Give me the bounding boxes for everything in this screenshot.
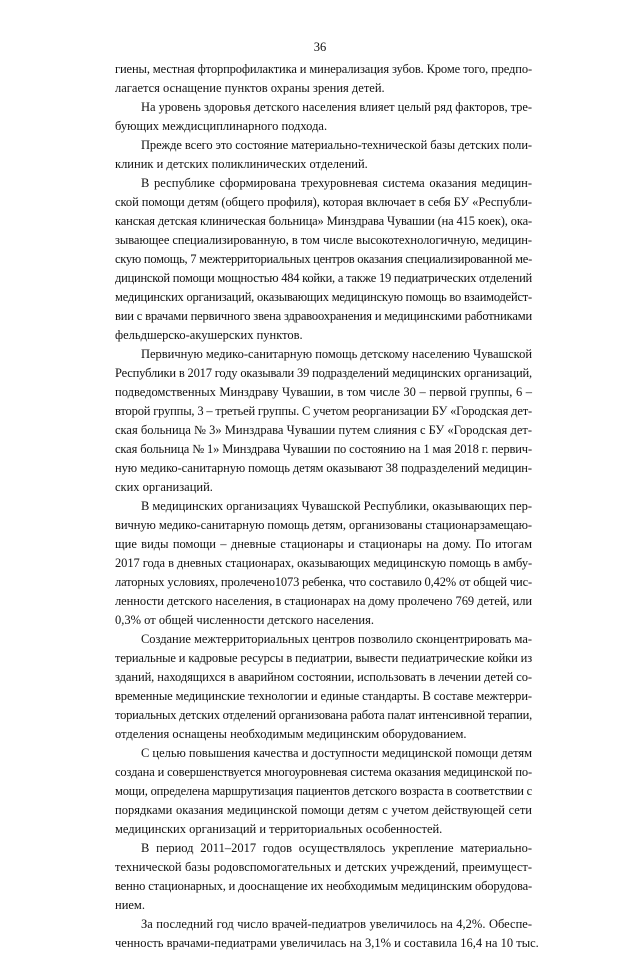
- paragraph: [115, 60, 532, 98]
- text-line: бующих междисциплинарного подхода.: [115, 119, 328, 133]
- text-line: В медицинских организациях Чувашской Республики, оказывающих пер-: [141, 499, 532, 513]
- text-line: скую помощь, 7 межтерриториальных центров оказания специализированной ме-: [115, 252, 532, 266]
- text-line: ская больница № 1» Минздрава Чувашии по состоянию на 1 мая 2018 г. первич-: [115, 442, 532, 456]
- text-line: клиник и детских поликлинических отделений.: [115, 157, 368, 171]
- text-line: мощи, определена маршрутизация пациентов детского возраста в соответствии с: [115, 784, 532, 798]
- document-body: [115, 60, 539, 953]
- text-line: порядками оказания медицинской помощи детям с учетом действующей сети: [115, 803, 532, 817]
- text-line: латорных условиях, пролечено1073 ребенка, что составило 0,42% от общей чис-: [115, 575, 533, 589]
- text-line: ториальных детских отделений организована работа палат интенсивной терапии,: [115, 708, 532, 722]
- paragraph: [115, 744, 532, 839]
- text-line: зывающее специализированную, в том числе высокотехнологичную, медицин-: [115, 233, 532, 247]
- text-line: За последний год число врачей-педиатров увеличилось на 4,2%. Обеспе-: [141, 917, 532, 931]
- text-line: лагается оснащение пунктов охраны зрения детей.: [115, 81, 385, 95]
- text-line: нием.: [115, 898, 145, 912]
- text-line: создана и совершенствуется многоуровневая система оказания медицинской по-: [115, 765, 532, 779]
- text-line: подведомственных Минздраву Чувашии, в том числе 30 – первой группы, 6 –: [115, 385, 532, 399]
- paragraph: [115, 98, 532, 136]
- text-line: зданий, находящихся в аварийном состоянии, использовать в лечении детей со-: [115, 670, 532, 684]
- text-line: вичную медико-санитарную помощь детям, организованы стационарзамещаю-: [115, 518, 532, 532]
- text-line: В период 2011–2017 годов осуществлялось укрепление материально-: [141, 841, 532, 855]
- text-line: медицинских организаций и территориальных особенностей.: [115, 822, 443, 836]
- text-line: Республики в 2017 году оказывали 39 подразделений медицинских организаций,: [115, 366, 532, 380]
- text-line: териальные и кадровые ресурсы в педиатрии, вывести педиатрические койки из: [115, 651, 532, 665]
- text-line: Первичную медико-санитарную помощь детскому населению Чувашской: [141, 347, 533, 361]
- text-line: медицинских организаций, оказывающих медицинскую помощь во взаимодейст-: [115, 290, 532, 304]
- page-number: 36: [313, 40, 327, 54]
- text-line: ную медико-санитарную помощь детям оказывают 38 подразделений медицин-: [115, 461, 532, 475]
- text-line: щие виды помощи – дневные стационары и стационары на дому. По итогам: [115, 537, 532, 551]
- text-line: отделения оснащены необходимым медицинским оборудованием.: [115, 727, 467, 741]
- text-line: канская детская клиническая больница» Минздрава Чувашии (на 415 коек), ока-: [115, 214, 532, 228]
- text-line: технической базы родовспомогательных и детских учреждений, преимущест-: [115, 860, 532, 874]
- text-line: ских организаций.: [115, 480, 213, 494]
- text-line: Создание межтерриториальных центров позволило сконцентрировать ма-: [141, 632, 532, 646]
- paragraph: [115, 345, 532, 497]
- text-line: ской помощи детям (общего профиля), которая включает в себя БУ «Республи-: [115, 195, 532, 209]
- paragraph: [115, 136, 532, 174]
- paragraph: [115, 497, 532, 630]
- text-line: Прежде всего это состояние материально-технической базы детских поли-: [141, 138, 532, 152]
- paragraph: [115, 915, 539, 953]
- text-line: ленности детского населения, в стационарах на дому пролечено 769 детей, или: [115, 594, 532, 608]
- text-line: ская больница № 3» Минздрава Чувашии путем слияния с БУ «Городская дет-: [115, 423, 532, 437]
- text-line: 0,3% от общей численности детского населения.: [115, 613, 374, 627]
- paragraph: [115, 630, 532, 744]
- text-line: 2017 года в дневных стационарах, оказывающих медицинскую помощь в амбу-: [115, 556, 533, 570]
- text-line: дицинской помощи мощностью 484 койки, а также 19 педиатрических отделений: [115, 271, 532, 285]
- text-line: второй группы, 3 – третьей группы. С учетом реорганизации БУ «Городская дет-: [115, 404, 532, 418]
- text-line: ченность врачами-педиатрами увеличилась на 3,1% и составила 16,4 на 10 тыс.: [115, 936, 539, 950]
- text-line: временные медицинские технологии и единые стандарты. В составе межтерри-: [115, 689, 532, 703]
- text-line: гиены, местная фторпрофилактика и минерализация зубов. Кроме того, предпо-: [115, 62, 533, 76]
- paragraph: [115, 174, 532, 345]
- paragraph: [115, 839, 532, 915]
- text-line: На уровень здоровья детского населения влияет целый ряд факторов, тре-: [141, 100, 532, 114]
- text-line: В республике сформирована трехуровневая система оказания медицин-: [141, 176, 532, 190]
- text-line: фельдшерско-акушерских пунктов.: [115, 328, 303, 342]
- text-line: венно стационарных, и дооснащение их необходимым медицинским оборудова-: [115, 879, 532, 893]
- text-line: С целью повышения качества и доступности медицинской помощи детям: [141, 746, 532, 760]
- text-line: вии с врачами первичного звена здравоохранения и медицинскими работниками: [115, 309, 532, 323]
